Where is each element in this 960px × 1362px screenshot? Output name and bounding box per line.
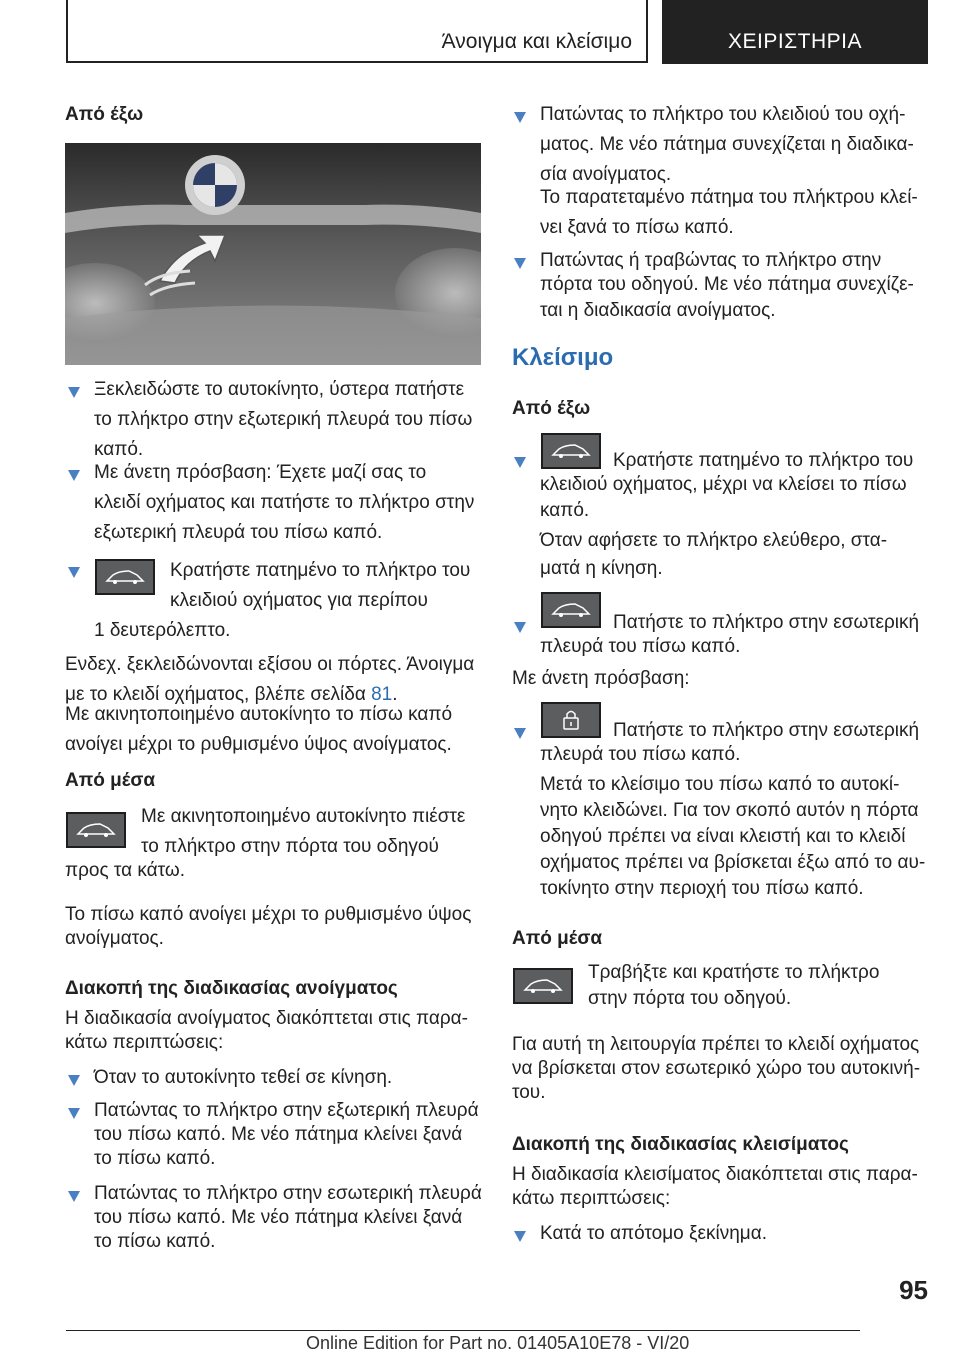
left-bullet-6-line-3: το πίσω καπό. — [94, 1231, 216, 1252]
bullet-triangle-icon — [514, 622, 526, 633]
left-bullet-5-line-2: του πίσω καπό. Με νέο πάτημα κλείνει ξανά — [94, 1124, 463, 1145]
bullet-triangle-icon — [514, 728, 526, 739]
heading-interrupt-closing: Διακοπή της διαδικασίας κλεισίματος — [512, 1134, 849, 1155]
left-para-3-line-2: το πλήκτρο στην πόρτα του οδηγού — [141, 836, 439, 857]
bullet-triangle-icon — [68, 1075, 80, 1086]
right-bullet-4-line-1: Πατήστε το πλήκτρο στην εσωτερική — [613, 612, 920, 633]
right-para-2-line-2: στην πόρτα του οδηγού. — [588, 988, 792, 1009]
header-section-box — [66, 0, 648, 63]
car-trunk-icon — [66, 812, 126, 848]
left-para-3-line-1: Με ακινητοποιημένο αυτοκίνητο πιέστε — [141, 806, 466, 827]
right-para-2-line-1: Τραβήξτε και κρατήστε το πλήκτρο — [588, 962, 880, 983]
right-bullet-1-line-4: Το παρατεταμένο πάτημα του πλήκτρου κλεί- — [540, 187, 918, 208]
left-bullet-4: Όταν το αυτοκίνητο τεθεί σε κίνηση. — [94, 1067, 393, 1088]
car-trunk-icon — [513, 968, 573, 1004]
heading-close-from-inside: Από μέσα — [512, 928, 603, 949]
right-bullet-5-line-5: οδηγού πρέπει να είναι κλειστή και το κλειδί — [540, 826, 906, 847]
left-para-1-text: με το κλειδί οχήματος, βλέπε σελίδα — [65, 684, 372, 705]
left-para-1-period: . — [392, 684, 398, 705]
right-bullet-3-line-2: κλειδιού οχήματος, μέχρι να κλείσει το πίσω — [540, 474, 907, 495]
page-header — [66, 0, 928, 66]
right-bullet-5-line-2: πλευρά του πίσω καπό. — [540, 744, 741, 765]
left-bullet-2-line-1: Με άνετη πρόσβαση: Έχετε μαζί σας το — [94, 462, 427, 483]
right-bullet-5-line-6: οχήματος πρέπει να βρίσκεται έξω από το αυ- — [540, 852, 926, 873]
bullet-triangle-icon — [68, 470, 80, 481]
footer-rule — [66, 1330, 860, 1331]
left-para-2-line-1: Με ακινητοποιημένο αυτοκίνητο το πίσω καπό — [65, 704, 453, 725]
left-para-1-line-1: Ενδεχ. ξεκλειδώνονται εξίσου οι πόρτες. Άνοιγμα — [65, 654, 475, 675]
right-bullet-4-line-2: πλευρά του πίσω καπό. — [540, 636, 741, 657]
right-para-3-line-1: Για αυτή τη λειτουργία πρέπει το κλειδί οχήματος — [512, 1034, 920, 1055]
car-trunk-icon — [95, 559, 155, 595]
right-bullet-2-line-3: ται η διαδικασία ανοίγματος. — [540, 300, 776, 321]
right-bullet-1-line-5: νει ξανά το πίσω καπό. — [540, 217, 734, 238]
car-trunk-icon — [541, 592, 601, 628]
right-bullet-2-line-1: Πατώντας ή τραβώντας το πλήκτρο στην — [540, 250, 882, 271]
left-bullet-1-line-1: Ξεκλειδώστε το αυτοκίνητο, ύστερα πατήστε — [94, 379, 465, 400]
right-para-4-line-2: κάτω περιπτώσεις: — [512, 1188, 671, 1209]
header-chapter-box — [662, 0, 928, 64]
bullet-triangle-icon — [514, 258, 526, 269]
edition-note: Online Edition for Part no. 01405A10E78 - VI/20 — [306, 1333, 690, 1353]
right-bullet-5-line-3: Μετά το κλείσιμο του πίσω καπό το αυτοκί- — [540, 774, 900, 795]
heading-from-inside: Από μέσα — [65, 770, 156, 791]
header-chapter-title: ΧΕΙΡΙΣΤΗΡΙΑ — [727, 30, 862, 53]
right-bullet-1-line-2: ματος. Με νέο πάτημα συνεχίζεται η διαδικα- — [540, 134, 914, 155]
left-bullet-1-line-3: καπό. — [94, 439, 144, 460]
right-bullet-3-line-4: Όταν αφήσετε το πλήκτρο ελεύθερο, στα- — [540, 530, 888, 551]
left-bullet-2-line-3: εξωτερική πλευρά του πίσω καπό. — [94, 522, 383, 543]
left-bullet-2-line-2: κλειδί οχήματος και πατήστε το πλήκτρο στην — [94, 492, 475, 513]
left-bullet-6-line-1: Πατώντας το πλήκτρο στην εσωτερική πλευρά — [94, 1183, 482, 1204]
right-para-1: Με άνετη πρόσβαση: — [512, 668, 690, 689]
right-bullet-1-line-3: σία ανοίγματος. — [540, 164, 672, 185]
left-bullet-3-line-1: Κρατήστε πατημένο το πλήκτρο του — [170, 560, 471, 581]
page-link-81[interactable]: 81 — [371, 684, 393, 705]
left-para-3-line-3: προς τα κάτω. — [65, 860, 186, 881]
right-bullet-5-line-1: Πατήστε το πλήκτρο στην εσωτερική — [613, 720, 920, 741]
left-para-4-line-2: ανοίγματος. — [65, 928, 164, 949]
right-bullet-3-line-3: καπό. — [540, 500, 590, 521]
left-bullet-1-line-2: το πλήκτρο στην εξωτερική πλευρά του πίσω — [94, 409, 473, 430]
right-bullet-5-line-7: τοκίνητο στην περιοχή του πίσω καπό. — [540, 878, 864, 899]
right-bullet-3-line-5: ματά η κίνηση. — [540, 558, 663, 579]
left-para-5-line-1: Η διαδικασία ανοίγματος διακόπτεται στις παρα- — [65, 1008, 468, 1029]
bullet-triangle-icon — [68, 387, 80, 398]
tailgate-photo — [65, 143, 481, 365]
right-bullet-5-line-4: νητο κλειδώνει. Για τον σκοπό αυτόν η πόρτα — [540, 800, 919, 821]
page-number: 95 — [899, 1275, 928, 1305]
left-bullet-3-line-3: 1 δευτερόλεπτο. — [94, 620, 231, 641]
right-para-3-line-3: του. — [512, 1082, 546, 1103]
left-bullet-6-line-2: του πίσω καπό. Με νέο πάτημα κλείνει ξανά — [94, 1207, 463, 1228]
bullet-triangle-icon — [514, 457, 526, 468]
heading-interrupt-opening: Διακοπή της διαδικασίας ανοίγματος — [65, 978, 398, 999]
heading-closing: Κλείσιμο — [512, 344, 614, 371]
right-bullet-6: Κατά το απότομο ξεκίνημα. — [540, 1223, 767, 1244]
bullet-triangle-icon — [514, 112, 526, 123]
header-section-title: Άνοιγμα και κλείσιμο — [441, 30, 632, 53]
left-bullet-3-line-2: κλειδιού οχήματος για περίπου — [170, 590, 428, 611]
left-bullet-5-line-3: το πίσω καπό. — [94, 1148, 216, 1169]
left-para-5-line-2: κάτω περιπτώσεις: — [65, 1032, 224, 1053]
bullet-triangle-icon — [68, 567, 80, 578]
left-bullet-5-line-1: Πατώντας το πλήκτρο στην εξωτερική πλευρά — [94, 1100, 479, 1121]
bullet-triangle-icon — [514, 1231, 526, 1242]
heading-from-outside: Από έξω — [65, 104, 144, 125]
right-para-3-line-2: να βρίσκεται στον εσωτερικό χώρο του αυτοκινή- — [512, 1058, 921, 1079]
left-para-4-line-1: Το πίσω καπό ανοίγει μέχρι το ρυθμισμένο ύψος — [65, 904, 472, 925]
heading-close-from-outside: Από έξω — [512, 398, 591, 419]
lock-icon — [541, 702, 601, 738]
car-trunk-icon — [541, 433, 601, 469]
bullet-triangle-icon — [68, 1108, 80, 1119]
right-bullet-1-line-1: Πατώντας το πλήκτρο του κλειδιού του οχή- — [540, 104, 906, 125]
right-bullet-2-line-2: πόρτα του οδηγού. Με νέο πάτημα συνεχίζε- — [540, 274, 914, 295]
right-bullet-3-line-1: Κρατήστε πατημένο το πλήκτρο του — [613, 450, 914, 471]
bullet-triangle-icon — [68, 1191, 80, 1202]
tailgate-illustration — [65, 143, 481, 365]
left-para-2-line-2: ανοίγει μέχρι το ρυθμισμένο ύψος ανοίγματος. — [65, 734, 452, 755]
right-para-4-line-1: Η διαδικασία κλεισίματος διακόπτεται στις παρα- — [512, 1164, 918, 1185]
